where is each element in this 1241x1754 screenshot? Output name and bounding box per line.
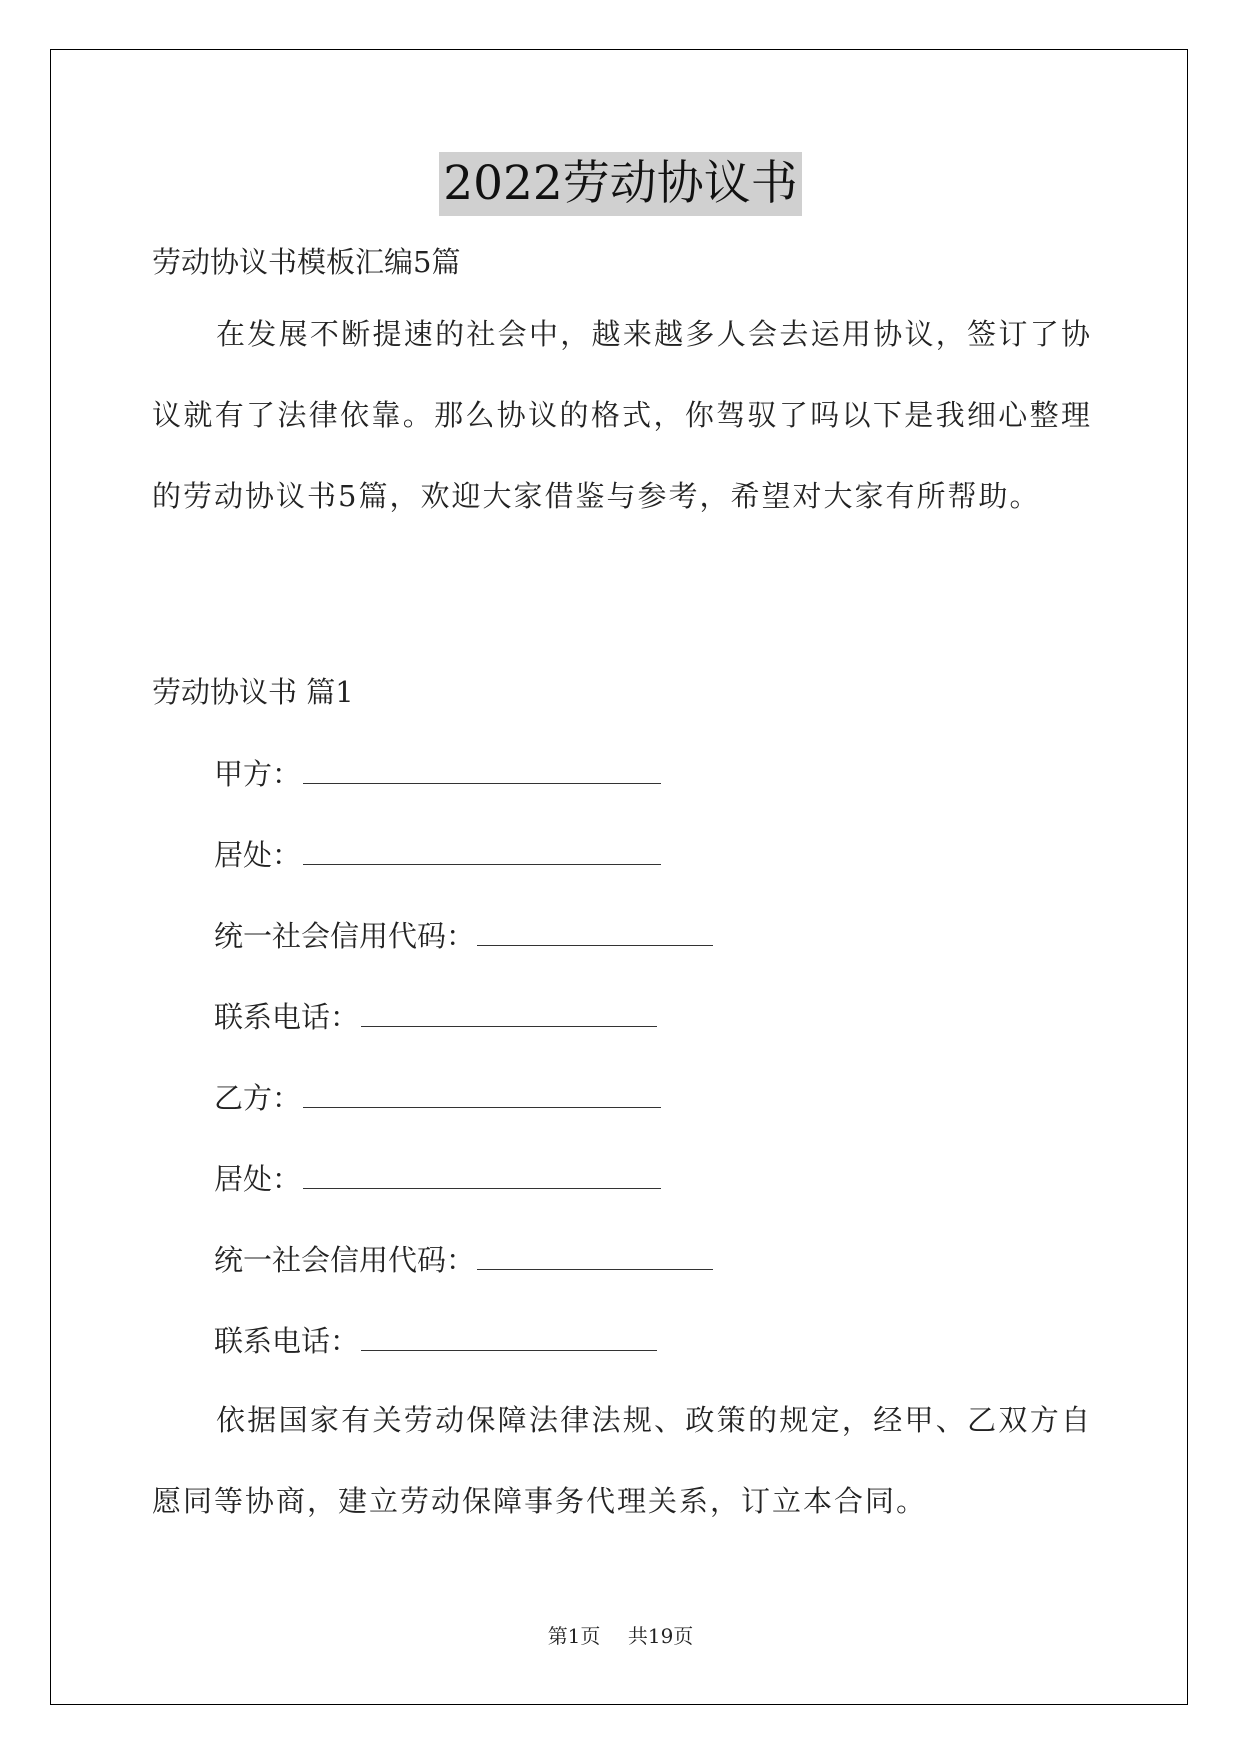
page-number: 第1页 — [547, 1624, 601, 1648]
field-address-a — [214, 833, 661, 874]
blank-line — [477, 921, 713, 946]
field-label: 统一社会信用代码： — [214, 919, 476, 953]
field-address-b — [214, 1157, 661, 1198]
closing-paragraph: 依据国家有关劳动保障法律法规、政策的规定，经甲、乙双方自愿同等协商，建立劳动保障事务代理关系，订立本合同。 — [152, 1403, 1092, 1518]
page-footer — [0, 1620, 1241, 1649]
field-phone-a — [214, 995, 657, 1036]
field-party-a — [214, 752, 661, 793]
field-credit-code-b — [214, 1238, 713, 1279]
document-subtitle: 劳动协议书模板汇编5篇 — [152, 245, 461, 279]
field-party-b — [214, 1076, 661, 1117]
blank-line — [303, 1083, 661, 1108]
document-title: 2022劳动协议书 — [439, 152, 802, 216]
field-credit-code-a — [214, 914, 713, 955]
field-label: 统一社会信用代码： — [214, 1243, 476, 1277]
blank-line — [477, 1245, 713, 1270]
field-label: 甲方： — [214, 757, 302, 791]
intro-paragraph: 在发展不断提速的社会中，越来越多人会去运用协议，签订了协议就有了法律依靠。那么协议的格式，你驾驭了吗以下是我细心整理的劳动协议书5篇，欢迎大家借鉴与参考，希望对大家有所帮助。 — [152, 317, 1092, 513]
blank-line — [303, 759, 661, 784]
blank-line — [361, 1326, 657, 1351]
title-container — [0, 152, 1241, 216]
page-total: 共19页 — [627, 1624, 694, 1648]
blank-line — [303, 1164, 661, 1189]
blank-line — [303, 840, 661, 865]
section-heading: 劳动协议书 篇1 — [152, 675, 354, 709]
field-phone-b — [214, 1319, 657, 1360]
blank-line — [361, 1002, 657, 1027]
field-label: 居处： — [214, 1162, 302, 1196]
field-label: 居处： — [214, 838, 302, 872]
field-label: 联系电话： — [214, 1324, 360, 1358]
field-label: 乙方： — [214, 1081, 302, 1115]
field-label: 联系电话： — [214, 1000, 360, 1034]
